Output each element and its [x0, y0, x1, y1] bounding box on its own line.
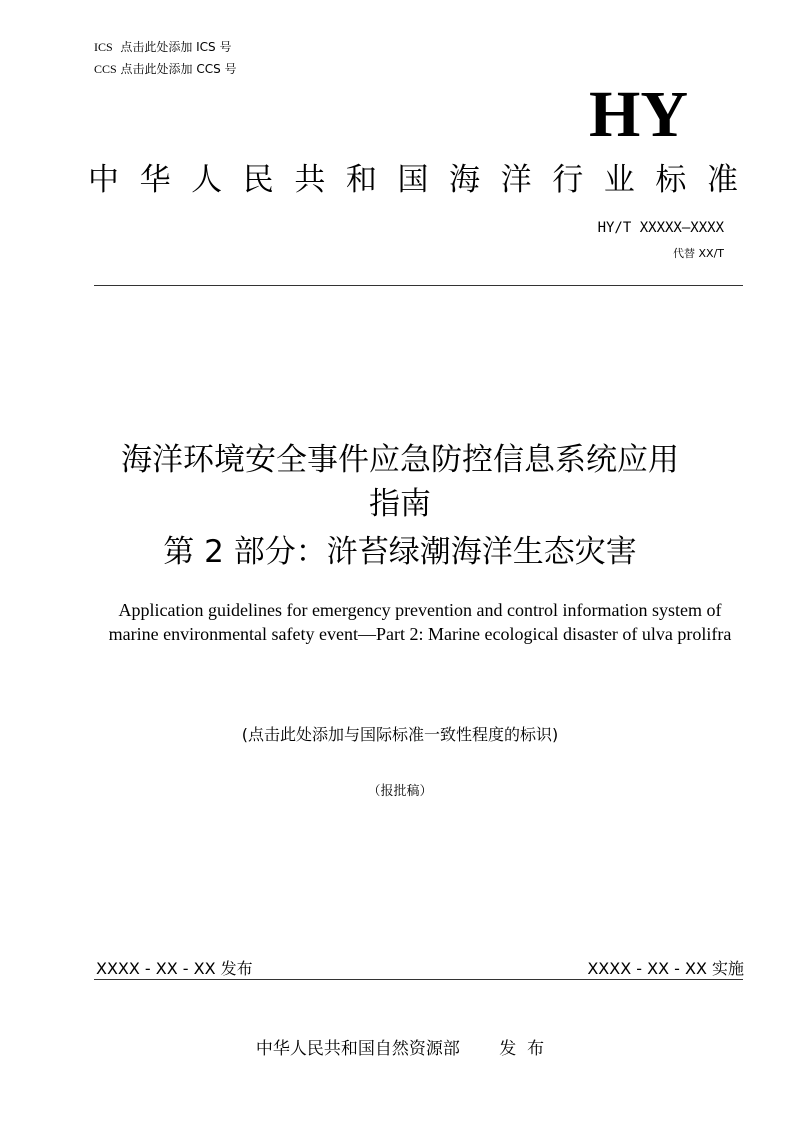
replaces: 代替 XX/T	[673, 247, 724, 260]
org-char: 和	[345, 162, 377, 198]
publish-date: XXXX - XX - XX 发布	[96, 959, 253, 978]
draft-status: （报批稿）	[367, 784, 433, 799]
org-char: 华	[139, 162, 171, 198]
org-char: 标	[655, 162, 687, 198]
org-char: 民	[242, 162, 274, 198]
standard-number: HY/T XXXXX—XXXX	[597, 220, 724, 236]
hy-logo: HY	[589, 78, 688, 151]
footer-divider	[94, 979, 743, 980]
ics-line	[94, 38, 232, 55]
ccs-field[interactable]: 点击此处添加 CCS 号	[120, 62, 237, 76]
org-char: 中	[88, 162, 119, 198]
ccs-line	[94, 60, 237, 77]
title-line-1: 海洋环境安全事件应急防控信息系统应用	[121, 442, 679, 478]
ics-label: ICS	[94, 40, 113, 54]
title-line-2: 指南	[369, 486, 431, 522]
conformity-field[interactable]: (点击此处添加与国际标准一致性程度的标识)	[241, 725, 559, 744]
issuer: 中华人民共和国自然资源部 发 布	[255, 1039, 545, 1059]
org-char: 准	[706, 162, 738, 198]
org-char: 洋	[500, 162, 532, 198]
implement-date: XXXX - XX - XX 实施	[587, 959, 744, 978]
ics-field[interactable]: 点击此处添加 ICS 号	[120, 40, 232, 54]
org-char: 海	[449, 162, 481, 198]
header-divider	[94, 285, 743, 286]
org-char: 国	[397, 162, 429, 198]
ccs-label: CCS	[94, 62, 117, 76]
org-char: 业	[603, 162, 635, 198]
org-char: 共	[294, 162, 326, 198]
title-line-3: 第 2 部分：浒苔绿潮海洋生态灾害	[163, 534, 637, 570]
title-cn	[0, 438, 800, 526]
org-char: 行	[552, 162, 584, 198]
org-title	[88, 154, 738, 199]
org-char: 人	[191, 162, 223, 198]
title-en: Application guidelines for emergency prevention and control information system of marine environmental safety event—Part 2: Marine ecological disaster of ulva prolifra	[108, 600, 732, 644]
